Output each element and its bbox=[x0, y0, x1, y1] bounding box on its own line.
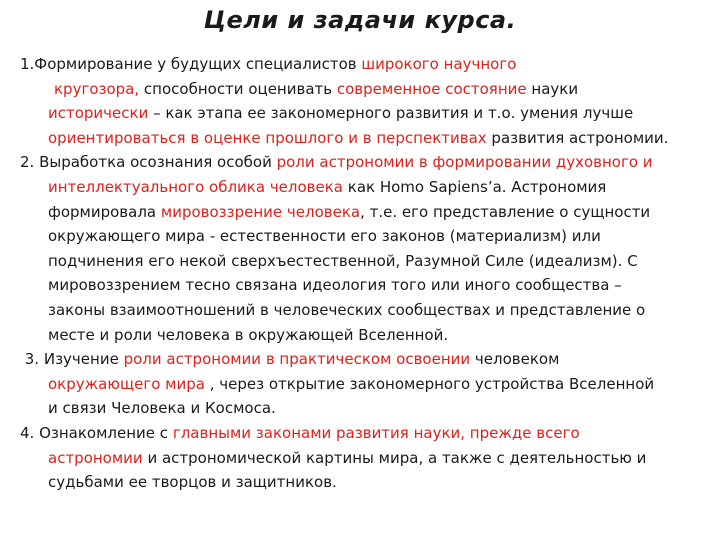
text-run: способности оценивать bbox=[139, 79, 337, 98]
highlighted-run: окружающего мира bbox=[48, 374, 205, 393]
text-line bbox=[20, 249, 712, 274]
text-run: 1.Формирование у будущих специалистов bbox=[20, 55, 362, 73]
highlighted-run: широкого научного bbox=[361, 55, 517, 73]
highlighted-run: исторически bbox=[48, 104, 149, 123]
text-line bbox=[20, 52, 712, 77]
highlighted-run: мировоззрение человека bbox=[160, 202, 361, 221]
text-run: , через открытие закономерного устройства Вселенной bbox=[204, 374, 655, 393]
text-run: подчинения его некой сверхъестественной, Разумной Силе (идеализм). С bbox=[48, 251, 638, 270]
slide-body bbox=[20, 52, 712, 495]
text-line bbox=[20, 372, 712, 397]
text-line bbox=[20, 224, 712, 249]
text-run: судьбами ее творцов и защитников. bbox=[48, 473, 337, 492]
highlighted-run: роли астрономии в практическом освоении bbox=[123, 350, 471, 369]
highlighted-run: главными законами развития науки, прежде всего bbox=[172, 423, 580, 442]
text-run: месте и роли человека в окружающей Вселенной. bbox=[48, 325, 449, 344]
text-run: – как этапа ее закономерного развития и т.о. умения лучше bbox=[148, 104, 634, 123]
text-run: 4. Ознакомление с bbox=[20, 423, 173, 442]
text-line bbox=[20, 421, 712, 446]
text-line bbox=[20, 323, 712, 348]
text-line bbox=[20, 298, 712, 323]
text-line bbox=[20, 200, 712, 225]
highlighted-run: ориентироваться в оценке прошлого и в перспективах bbox=[48, 128, 487, 147]
goal-item-2 bbox=[20, 150, 712, 347]
text-run: как Homo Sapiens’a. Астрономия bbox=[343, 177, 607, 196]
goal-item-3 bbox=[20, 347, 712, 421]
text-run: и астрономической картины мира, а также с деятельностью и bbox=[142, 448, 647, 467]
text-run: развития астрономии. bbox=[486, 128, 669, 147]
text-run: науки bbox=[526, 79, 579, 98]
text-run: 3. Изучение bbox=[20, 350, 124, 369]
highlighted-run: интеллектуального облика человека bbox=[48, 177, 343, 196]
text-line bbox=[20, 396, 712, 421]
text-run: 2. Выработка осознания особой bbox=[20, 153, 277, 172]
text-run: законы взаимоотношений в человеческих сообществах и представление о bbox=[48, 300, 646, 319]
text-run: и связи Человека и Космоса. bbox=[48, 399, 276, 418]
text-line bbox=[20, 273, 712, 298]
text-line bbox=[20, 101, 712, 126]
highlighted-run: роли астрономии в формировании духовного и bbox=[276, 153, 653, 172]
highlighted-run: астрономии bbox=[48, 448, 143, 467]
text-run: мировоззрением тесно связана идеология того или иного сообщества – bbox=[48, 276, 622, 295]
text-line bbox=[20, 175, 712, 200]
text-line bbox=[20, 126, 712, 151]
text-run: человеком bbox=[470, 350, 560, 369]
text-line bbox=[20, 347, 712, 372]
slide-title: Цели и задачи курса. bbox=[203, 6, 517, 34]
text-run: , т.е. его представление о сущности bbox=[360, 202, 651, 221]
text-line bbox=[20, 470, 712, 495]
highlighted-run: современное состояние bbox=[336, 79, 527, 98]
goal-item-4 bbox=[20, 421, 712, 495]
goal-item-1 bbox=[20, 52, 712, 150]
text-line bbox=[20, 150, 712, 175]
highlighted-run: кругозора, bbox=[54, 79, 140, 98]
text-line bbox=[20, 77, 712, 102]
text-run: формировала bbox=[48, 202, 161, 221]
text-run: окружающего мира - естественности его законов (материализм) или bbox=[48, 227, 601, 246]
text-line bbox=[20, 446, 712, 471]
